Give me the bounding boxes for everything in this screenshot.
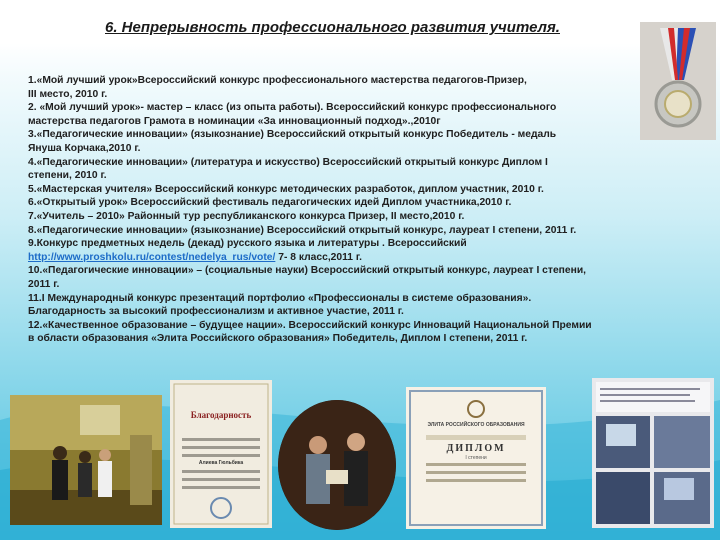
text-line: 10.«Педагогические инновации» – (социальные науки) Всероссийский открытый конкурс, лауреат I степени, (28, 265, 587, 277)
text-line: 9.Конкурс предметных недель (декад) русского языка и литературы . Всероссийский (28, 238, 467, 250)
text-line: 11.I Международный конкурс презентаций портфолио «Профессионалы в системе образования». (28, 292, 532, 304)
diploma-top-text: ЭЛИТА РОССИЙСКОГО ОБРАЗОВАНИЯ (427, 422, 525, 428)
certificate-heading: Благодарность (190, 410, 252, 420)
text-line: степени, 2010 г. (28, 170, 107, 182)
link-suffix: 7- 8 класс,2011 г. (275, 251, 363, 263)
text-line: Благодарность за высокий профессионализм и активное участие, 2011 г. (28, 306, 404, 318)
text-line: 12.«Качественное образование – будущее нации». Всероссийский конкурс Инноваций Национальной Премии (28, 319, 592, 331)
certificate-name: Алиева Гюльбика (198, 460, 244, 466)
award-ceremony-photo (278, 400, 396, 530)
classroom-photo (10, 395, 162, 525)
conference-collage (592, 378, 714, 528)
contest-link[interactable]: http://www.proshkolu.ru/contest/nedelya_rus/vote/ (28, 251, 276, 263)
text-line: мастерства педагогов Грамота в номинации «За инновационный подход».,2010г (28, 115, 441, 127)
slide-title: 6. Непрерывность профессионального развития учителя. (105, 19, 560, 36)
diploma-heading: ДИПЛОМ (446, 443, 506, 454)
text-line: 7.«Учитель – 2010» Районный тур республиканского конкурса Призер, II место,2010 г. (28, 210, 465, 222)
text-line: в области образования «Элита Российского образования» Победитель, Диплом I степени, 2011 г. (28, 333, 528, 345)
achievements-list (28, 74, 688, 346)
text-line-with-link (28, 251, 688, 265)
text-line: 4.«Педагогические инновации» (литература и искусство) Всероссийский открытый конкурс Диплом I (28, 156, 548, 168)
text-line: 2. «Мой лучший урок»- мастер – класс (из опыта работы). Всероссийский конкурс профессионального (28, 102, 557, 114)
text-line: 1.«Мой лучший урок»Всероссийский конкурс профессионального мастерства педагогов-Призер, (28, 75, 527, 86)
text-line: Януша Корчака,2010 г. (28, 142, 141, 154)
text-line: 6.«Открытый урок» Всероссийский фестиваль педагогических идей Диплом участника,2010 г. (28, 197, 512, 209)
text-line: 5.«Мастерская учителя» Всероссийский конкурс методических разработок, диплом участник, 2010 г. (28, 183, 544, 195)
text-line: III место, 2010 г. (28, 88, 108, 100)
text-line: 8.«Педагогические инновации» (языкознание) Всероссийский открытый конкурс, лауреат I степени, 2011 г. (28, 224, 577, 236)
text-line: 3.«Педагогические инновации» (языкознание) Всероссийский открытый конкурс Победитель - медаль (28, 129, 557, 141)
elite-education-diploma (406, 387, 546, 529)
gratitude-certificate (170, 380, 272, 528)
text-line: 2011 г. (28, 278, 60, 290)
diploma-degree: I степени (465, 455, 487, 461)
